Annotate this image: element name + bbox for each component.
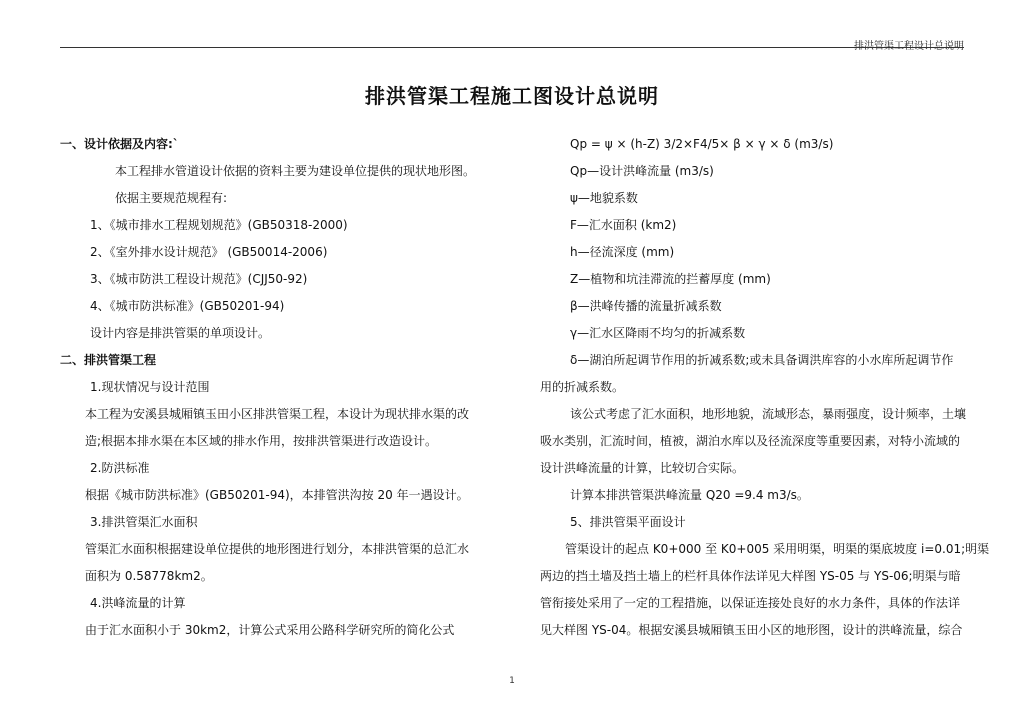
text-line: γ—汇水区降雨不均匀的折减系数	[570, 326, 746, 340]
text-line: 设计洪峰流量的计算，比较切合实际。	[540, 461, 745, 475]
page-number: 1	[509, 676, 515, 686]
text-line: 设计内容是排洪管渠的单项设计。	[90, 326, 271, 340]
section-heading: 一、设计依据及内容:`	[60, 137, 179, 151]
text-line: Qp—设计洪峰流量 (m3/s)	[570, 164, 714, 178]
text-line: 吸水类别，汇流时间，植被，湖泊水库以及径流深度等重要因素，对特小流域的	[540, 434, 961, 448]
text-line: ψ—地貌系数	[570, 191, 638, 205]
text-line: 两边的挡土墙及挡土墙上的栏杆具体作法详见大样图 YS-05 与 YS-06;明渠与暗	[540, 569, 961, 583]
text-line: 管渠设计的起点 K0+000 至 K0+005 采用明渠，明渠的渠底坡度 i=0.01;明渠	[565, 542, 990, 556]
text-line: 管渠汇水面积根据建设单位提供的地形图进行划分，本排洪管渠的总汇水	[85, 542, 470, 556]
text-line: 计算本排洪管渠洪峰流量 Q20 =9.4 m3/s。	[570, 488, 809, 502]
text-line: 1.现状情况与设计范围	[90, 380, 210, 394]
text-line: 管衔接处采用了一定的工程措施，以保证连接处良好的水力条件，具体的作法详	[540, 596, 961, 610]
text-line: β—洪峰传播的流量折减系数	[570, 299, 722, 313]
text-line: 用的折减系数。	[540, 380, 625, 394]
text-line: 该公式考虑了汇水面积，地形地貌，流域形态，暴雨强度，设计频率，土壤	[570, 407, 967, 421]
text-line: δ—湖泊所起调节作用的折减系数;或未具备调洪库容的小水库所起调节作	[570, 353, 954, 367]
text-line: 根据《城市防洪标准》(GB50201-94)，本排管洪沟按 20 年一遇设计。	[85, 488, 469, 502]
text-line: h—径流深度 (mm)	[570, 245, 675, 259]
text-line: 造;根据本排水渠在本区域的排水作用，按排洪管渠进行改造设计。	[85, 434, 438, 448]
text-line: 依据主要规范规程有:	[115, 191, 228, 205]
text-line: 见大样图 YS-04。根据安溪县城厢镇玉田小区的地形图，设计的洪峰流量，综合	[540, 623, 963, 637]
text-line: 3.排洪管渠汇水面积	[90, 515, 198, 529]
document-title: 排洪管渠工程施工图设计总说明	[365, 84, 659, 108]
header-divider	[60, 47, 964, 48]
text-line: 2.防洪标准	[90, 461, 150, 475]
text-line: 3、《城市防洪工程设计规范》(CJJ50-92)	[90, 272, 308, 286]
text-line: 本工程排水管道设计依据的资料主要为建设单位提供的现状地形图。	[115, 164, 476, 178]
right-column	[540, 131, 990, 644]
text-line: 本工程为安溪县城厢镇玉田小区排洪管渠工程，本设计为现状排水渠的改	[85, 407, 470, 421]
text-line: Qp = ψ × (h-Z) 3/2×F4/5× β × γ × δ (m3/s)	[570, 137, 834, 151]
left-column	[60, 131, 494, 644]
text-line: 由于汇水面积小于 30km2，计算公式采用公路科学研究所的简化公式	[85, 623, 455, 637]
section-heading: 二、排洪管渠工程	[60, 353, 157, 367]
text-line: 1、《城市排水工程规划规范》(GB50318-2000)	[90, 218, 348, 232]
text-line: 5、排洪管渠平面设计	[570, 515, 686, 529]
text-line: F—汇水面积 (km2)	[570, 218, 677, 232]
text-line: Z—植物和坑洼滞流的拦蓄厚度 (mm)	[570, 272, 771, 286]
text-line: 4.洪峰流量的计算	[90, 596, 186, 610]
text-line: 面积为 0.58778km2。	[85, 569, 213, 583]
running-header: 排洪管渠工程设计总说明	[854, 41, 964, 52]
text-line: 2、《室外排水设计规范》 (GB50014-2006)	[90, 245, 328, 259]
text-line: 4、《城市防洪标准》(GB50201-94)	[90, 299, 285, 313]
